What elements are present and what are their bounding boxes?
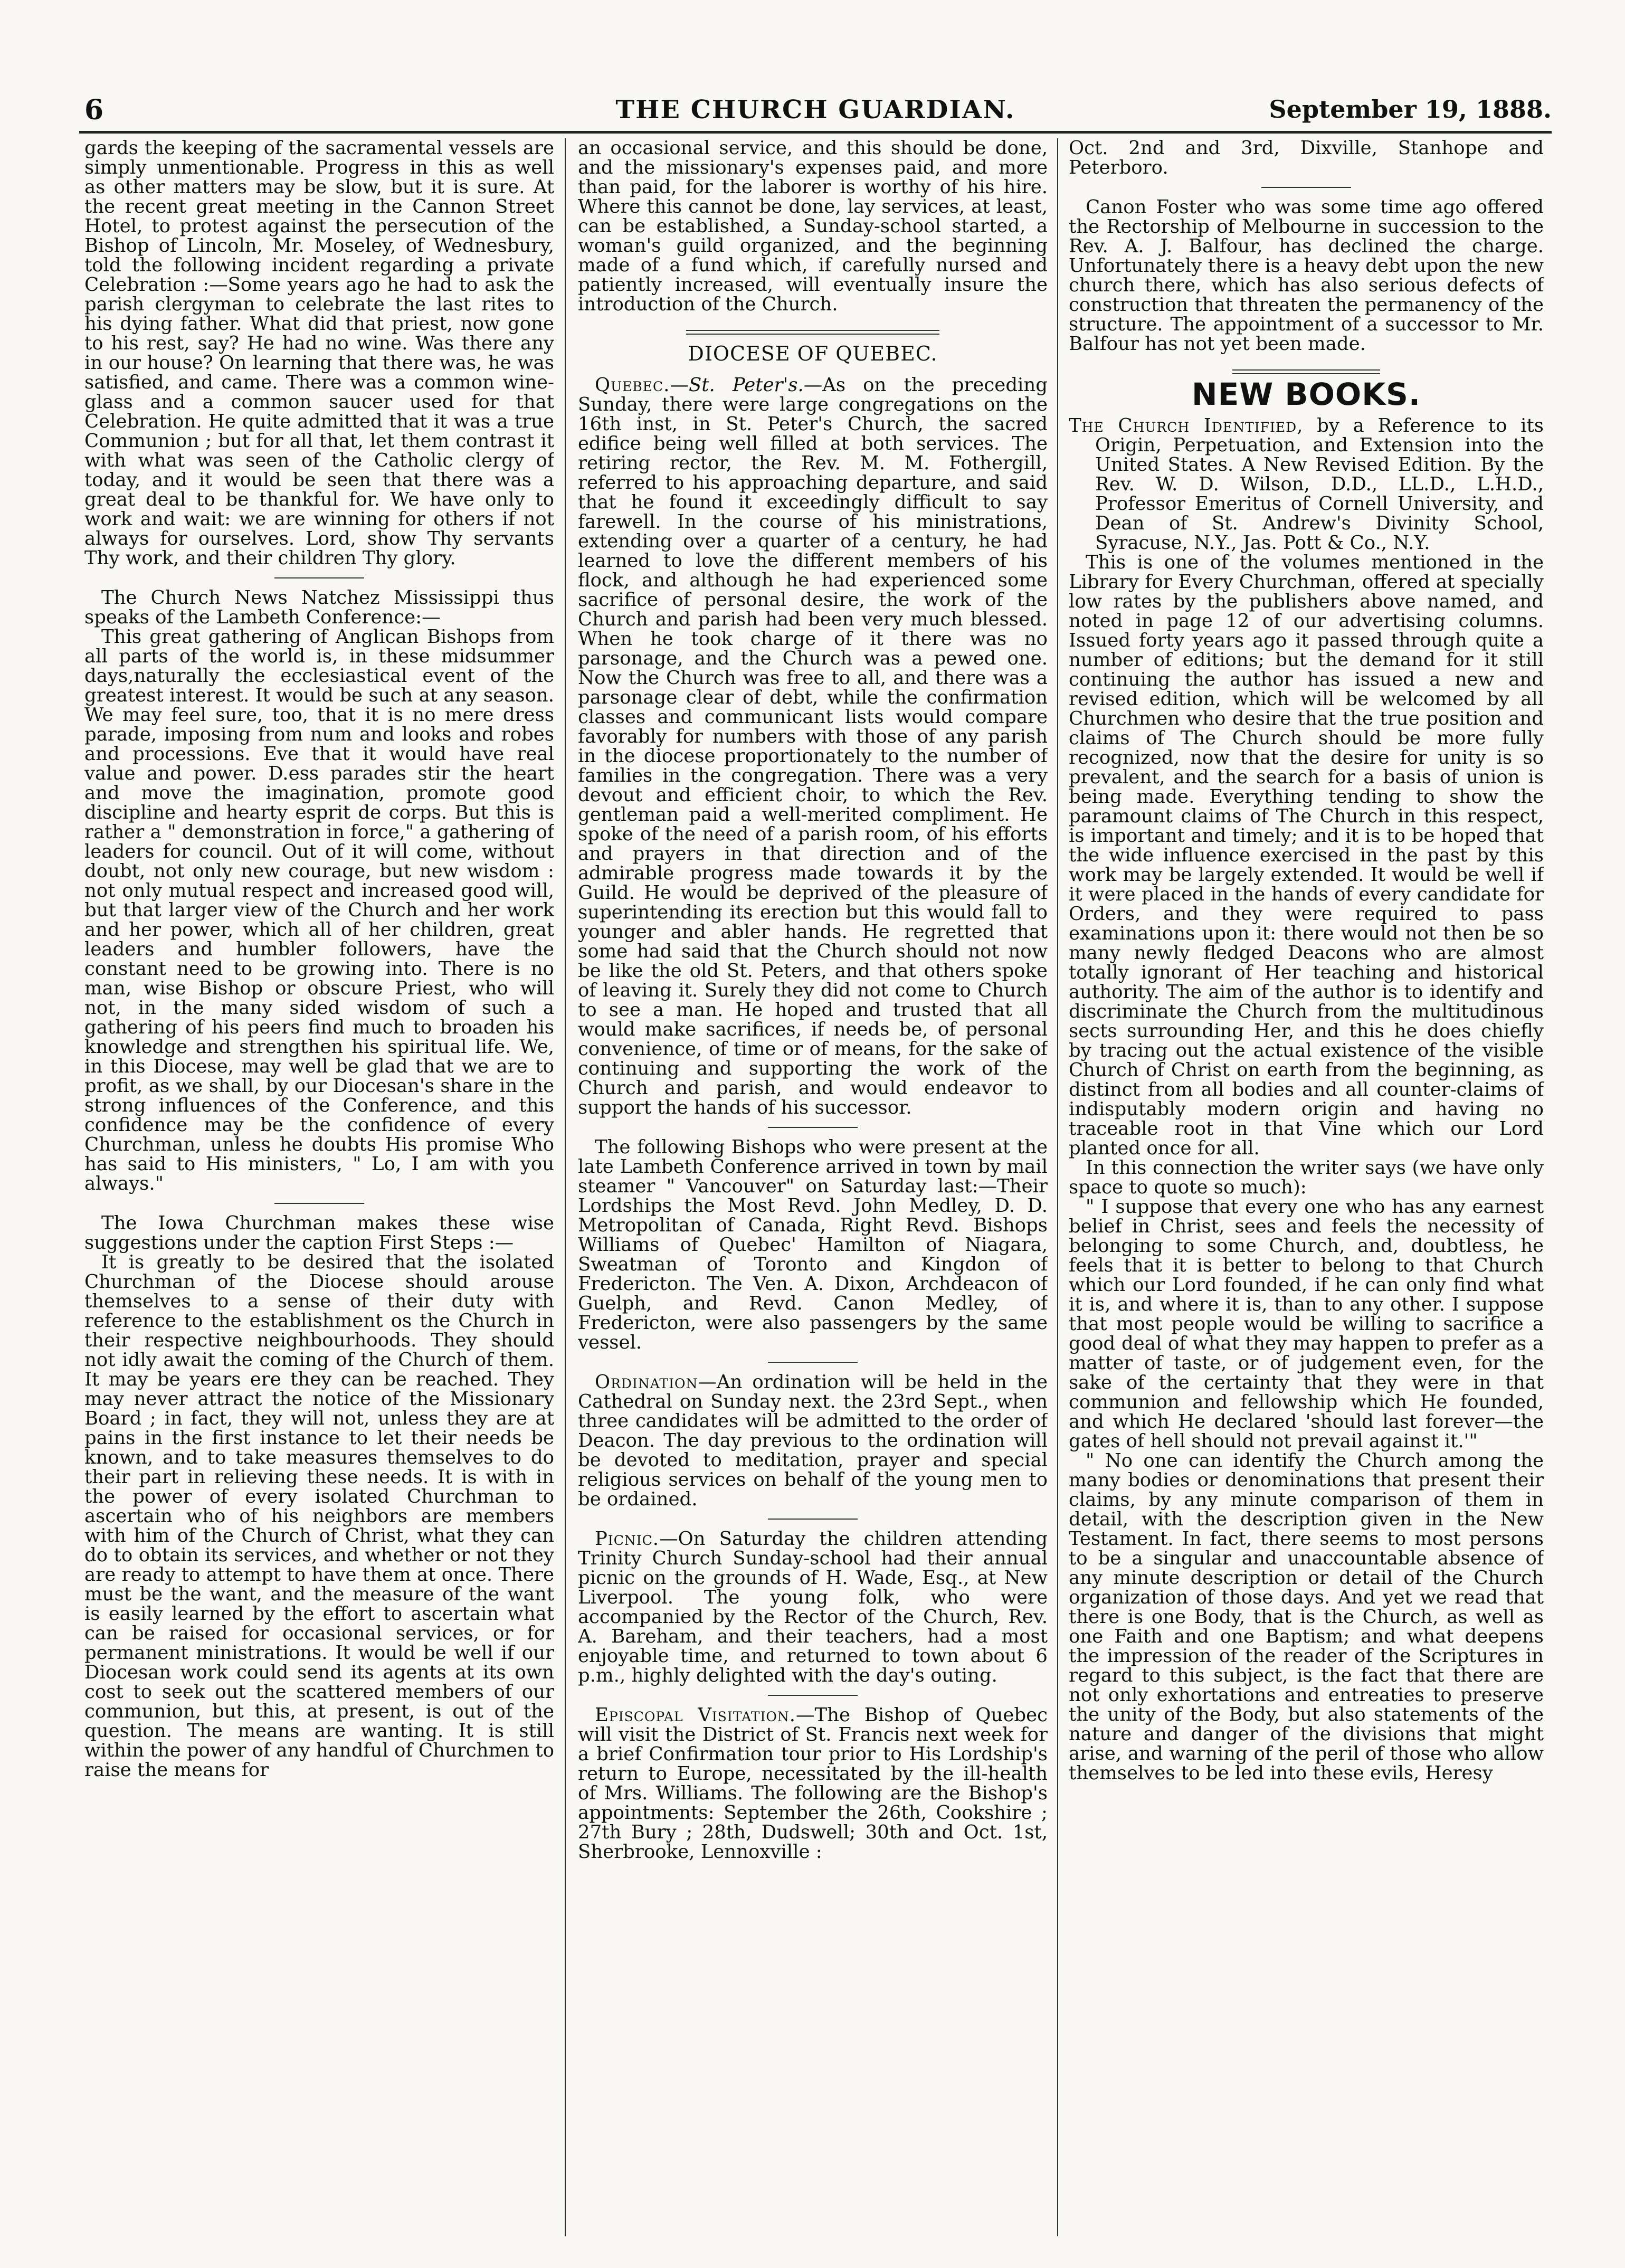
article-paragraph [578,1705,1048,1862]
new-books-heading: NEW BOOKS. [1192,376,1421,412]
section-double-rule [686,330,939,335]
article-paragraph: The following Bishops who were present at the late Lambeth Conference arrived in town by mail steamer " Vancouver" on Saturday last:—Their Lordships the Most Revd. John Medley, D. D. Metropolitan of Canada, Right Revd. Bishops Williams of Quebec' Hamilton of Niagara, Sweatman of Toronto and Kingdon of Fredericton. The Ven. A. Dixon, Archdeacon of Guelph, and Revd. Canon Medley, of Fredericton, were also passengers by the same vessel. [578,1136,1048,1353]
article-paragraph [578,1529,1048,1685]
article-paragraph: gards the keeping of the sacramental vessels are simply unmentionable. Progress in this as well as other matters may be slow, but it is sure. At the recent great meeting in the Cannon Street Hotel, to protest against the persecution of the Bishop of Lincoln, Mr. Moseley, of Wednesbury, told the following incident regarding a private Celebration :—Some years ago he had to ask the parish clergyman to celebrate the last rites to his dying father. What did that priest, now gone to his rest, say? He had no wine. Was there any in our house? On learning that there was, he was satisfied, and came. There was a common wine-glass and a common saucer used for that Celebration. He quite admitted that it was a true Communion ; but for all that, let them contrast it with what was seen of the Catholic clergy of today, and it would be seen that there was a great deal to be thankful for. We have only to work and wait: we are winning for others if not always for ourselves. Lord, show Thy servants Thy work, and their children Thy glory. [84,138,554,569]
paragraph-text: —An ordination will be held in the Cathedral on Sunday next. the 23rd Sept., when three candidates will be admitted to the order of Deacon. The day previous to the ordination will be devoted to meditation, prayer and special religious services on behalf of the young men to be ordained. [578,1371,1048,1510]
article-paragraph: This great gathering of Anglican Bishops from all parts of the world is, in these midsummer days,naturally the ecclesiastical event of the greatest interest. It would be such at any season. We may feel sure, too, that it is no mere dress parade, imposing from num and looks and robes and processions. Eve that it would have real value and power. D.ess parades stir the heart and move the imagination, promote good discipline and hearty esprit de corps. But this is rather a " demonstration in force," a gathering of leaders for council. Out of it will come, without doubt, not only new courage, but new wisdom : not only mutual respect and increased good will, but that larger view of the Church and her work and her power, which all of her children, great leaders and humbler followers, have the constant need to be growing into. There is no man, wise Bishop or obscure Priest, who will not, in the many sided wisdom of such a gathering of his peers find much to broaden his knowledge and strengthen his spiritual life. We, in this Diocese, may well be glad that we are to profit, as we shall, by our Diocesan's share in the strong influences of the Conference, and this confidence may be the confidence of every Churchman, unless he doubts His promise Who has said to His ministers, " Lo, I am with you always." [84,626,554,1194]
section-heading: DIOCESE OF QUEBEC. [688,342,938,365]
review-paragraph: In this connection the writer says (we have only space to quote so much): [1069,1157,1544,1198]
paragraph-text: —The Bishop of Quebec will visit the District of St. Francis next week for a brief Confirmation tour prior to His Lordship's return to Europe, necessitated by the ill-health of Mrs. Williams. The following are the Bishop's appointments: September the 26th, Cookshire ; 27th Bury ; 28th, Dudswell; 30th and Oct. 1st, Sherbrooke, Lennoxville : [578,1704,1048,1863]
article-paragraph: The Iowa Churchman makes these wise suggestions under the caption First Steps :— [84,1212,554,1254]
quotation-paragraph: " No one can identify the Church among the many bodies or denominations that present their claims, by any minute comparison of them in detail, with the description given in the New Testament. In fact, there seems to most persons to be a singular and unaccountable absence of any minute description or detail of the Church organization of those days. And yet we read that there is one Body, that is the Church, as well as one Faith and one Baptism; and what deepens the impression of the reader of the Scriptures in regard to this subject, is the fact that there are not only exhortations and entreaties to preserve the unity of the Body, but also statements of the nature and danger of the divisions that might arise, and warning of the peril of those who allow themselves to be led into these evils, Heresy [1069,1450,1544,1784]
paragraph-text: —As on the preceding Sunday, there were large congregations on the 16th inst, in St. Peter's Church, the sacred edifice being well filled at both services. The retiring rector, the Rev. M. M. Fothergill, referred to his approaching departure, and said that he found it exceedingly difficult to say farewell. In the course of his ministrations, extending over a quarter of a century, he had learned to love the different members of his flock, and although he had experienced some sacrifice of personal desire, the work of the Church and parish had been very much blessed. When he took charge of it there was no parsonage, and the Church was a pewed one. Now the Church was free to all, and there was a parsonage clear of debt, while the confirmation classes and communicant lists would compare favorably for numbers with those of any parish in the diocese proportionately to the number of families in the congregation. There was a very devout and efficient choir, to which the Rev. gentleman paid a well-merited compliment. He spoke of the need of a parish room, of his efforts and prayers in that direction and of the admirable progress made towards it by the Guild. He would be deprived of the pleasure of superintending its erection but this would fall to younger and abler hands. He regretted that some had said that the Church should not now be like the old St. Peters, and that others spoke of leaving it. Surely they did not come to Church to see a man. He hoped and trusted that all would make sacrifices, if needs be, of personal convenience, of time or of means, for the sake of continuing and supporting the work of the Church and parish, and would endeavor to support the hands of his successor. [578,374,1048,1118]
article-paragraph: Canon Foster who was some time ago offered the Rectorship of Melbourne in succession to the Rev. A. J. Balfour, has declined the charge. Unfortunately there is a heavy debt upon the new church there, which has also serious defects of construction that threaten the permanency of the structure. The appointment of a successor to Mr. Balfour has not yet been made. [1069,196,1544,355]
section-rule [768,1519,858,1520]
item-lead: Picnic. [595,1528,660,1550]
column-divider [565,138,566,2236]
book-title: The Church Identified, [1069,415,1304,436]
quotation-paragraph: " I suppose that every one who has any earnest belief in Christ, sees and feels the necessity of belonging to some Church, and, doubtless, he feels that it is better to belong to that Church which our Lord founded, if he can only find what it is, and where it is, than to any other. I suppose that most people would be willing to sacrifice a good deal of what they may happen to prefer as a matter of taste, or of judgement even, for the sake of the certainty that they were in that communion and fellowship which He founded, and which He declared 'should last forever—the gates of hell should not prevail against it.'" [1069,1196,1544,1452]
item-lead: Episcopal Visitation. [595,1704,796,1726]
section-rule [1261,187,1351,188]
column-divider [1057,138,1058,2236]
section-rule [768,1695,858,1696]
book-description: by a Reference to its Origin, Perpetuation, and Extension into the United States. A New Revised Edition. By the Rev. W. D. Wilson, D.D., LL.D., L.H.D., Professor Emeritus of Cornell University, and Dean of St. Andrew's Divinity School, Syracuse, N.Y., Jas. Pott & Co., N.Y. [1095,415,1544,554]
column-1 [84,138,554,2239]
subhead: —St. Peter's. [670,374,804,396]
section-rule [768,1127,858,1128]
article-paragraph [578,1372,1048,1509]
article-paragraph: The Church News Natchez Mississippi thus speaks of the Lambeth Conference:— [84,587,554,628]
book-entry [1069,416,1544,553]
newspaper-title: THE CHURCH GUARDIAN. [615,95,1015,125]
article-paragraph: an occasional service, and this should be done, and the missionary's expenses paid, and more than paid, for the laborer is worthy of his hire. Where this cannot be done, lay services, at least, can be established, a Sunday-school started, a woman's guild organized, and the beginning made of a fund which, if carefully nursed and patiently increased, will eventually insure the introduction of the Church. [578,138,1048,315]
running-head [79,94,1552,131]
article-paragraph: It is greatly to be desired that the isolated Churchman of the Diocese should arouse themselves to a sense of their duty with reference to the establishment os the Church in their respective neighbourhoods. They should not idly await the coming of the Church of them. It may be years ere they can be reached. They may never attract the notice of the Missionary Board ; in fact, they will not, unless they are at pains in the first instance to let their needs be known, and to take measures themselves to do their part in relieving these needs. It is with in the power of every isolated Churchman to ascertain who of his neighbors are members with him of the Church of Christ, what they can do to obtain its services, and whether or not they are ready to attempt to have them at once. There must be the want, and the measure of the want is easily learned by the effort to ascertain what can be raised for occasional services, or for permanent ministrations. It would be well if our Diocesan work could send its agents at its own cost to seek out the scattered members of our communion, but this, at present, is out of the question. The means are wanting. It is still within the power of any handful of Churchmen to raise the means for [84,1251,554,1781]
item-lead: Ordination [595,1371,698,1393]
section-rule [274,577,364,578]
article-paragraph [578,375,1048,1117]
header-rule [79,131,1552,134]
dateline: Quebec. [595,374,670,396]
section-double-rule [1232,369,1380,374]
paragraph-text: —On Saturday the children attending Trinity Church Sunday-school had their annual picnic on the grounds of H. Wade, Esq., at New Liverpool. The young folk, who were accompanied by the Rector of the Church, Rev. A. Bareham, and their teachers, had a most enjoyable time, and returned to town about 6 p.m., highly delighted with the day's outing. [578,1528,1048,1686]
article-paragraph: Oct. 2nd and 3rd, Dixville, Stanhope and Peterboro. [1069,138,1544,178]
section-rule [274,1203,364,1204]
page-number: 6 [84,94,104,126]
section-rule [768,1362,858,1363]
column-2 [578,138,1048,2239]
review-paragraph: This is one of the volumes mentioned in the Library for Every Churchman, offered at specially low rates by the publishers above named, and noted in page 12 of our advertising columns. Issued forty years ago it passed through quite a number of editions; but the demand for it still continuing the author has issued a new and revised edition, which will be welcomed by all Churchmen who desire that the true position and claims of The Church should be more fully recognized, now that the desire for unity is so prevalent, and the search for a basis of union is being made. Everything tending to show the paramount claims of The Church in this respect, is important and timely; and it is to be hoped that the wide influence exercised in the past by this work may be largely extended. It would be well if it were placed in the hands of every candidate for Orders, and they were required to pass examinations upon it: there would not then be so many newly fledged Deacons who are almost totally ignorant of Her teaching and historical authority. The aim of the author is to identify and discriminate the Church from the multitudinous sects surrounding Her, and this he does chiefly by tracing out the actual existence of the visible Church of Christ on earth from the beginning, as distinct from all bodies and all counter-claims of indisputably modern origin and having no traceable root in that Vine which our Lord planted once for all. [1069,552,1544,1159]
issue-date: September 19, 1888. [1269,95,1552,124]
column-3 [1069,138,1544,2239]
